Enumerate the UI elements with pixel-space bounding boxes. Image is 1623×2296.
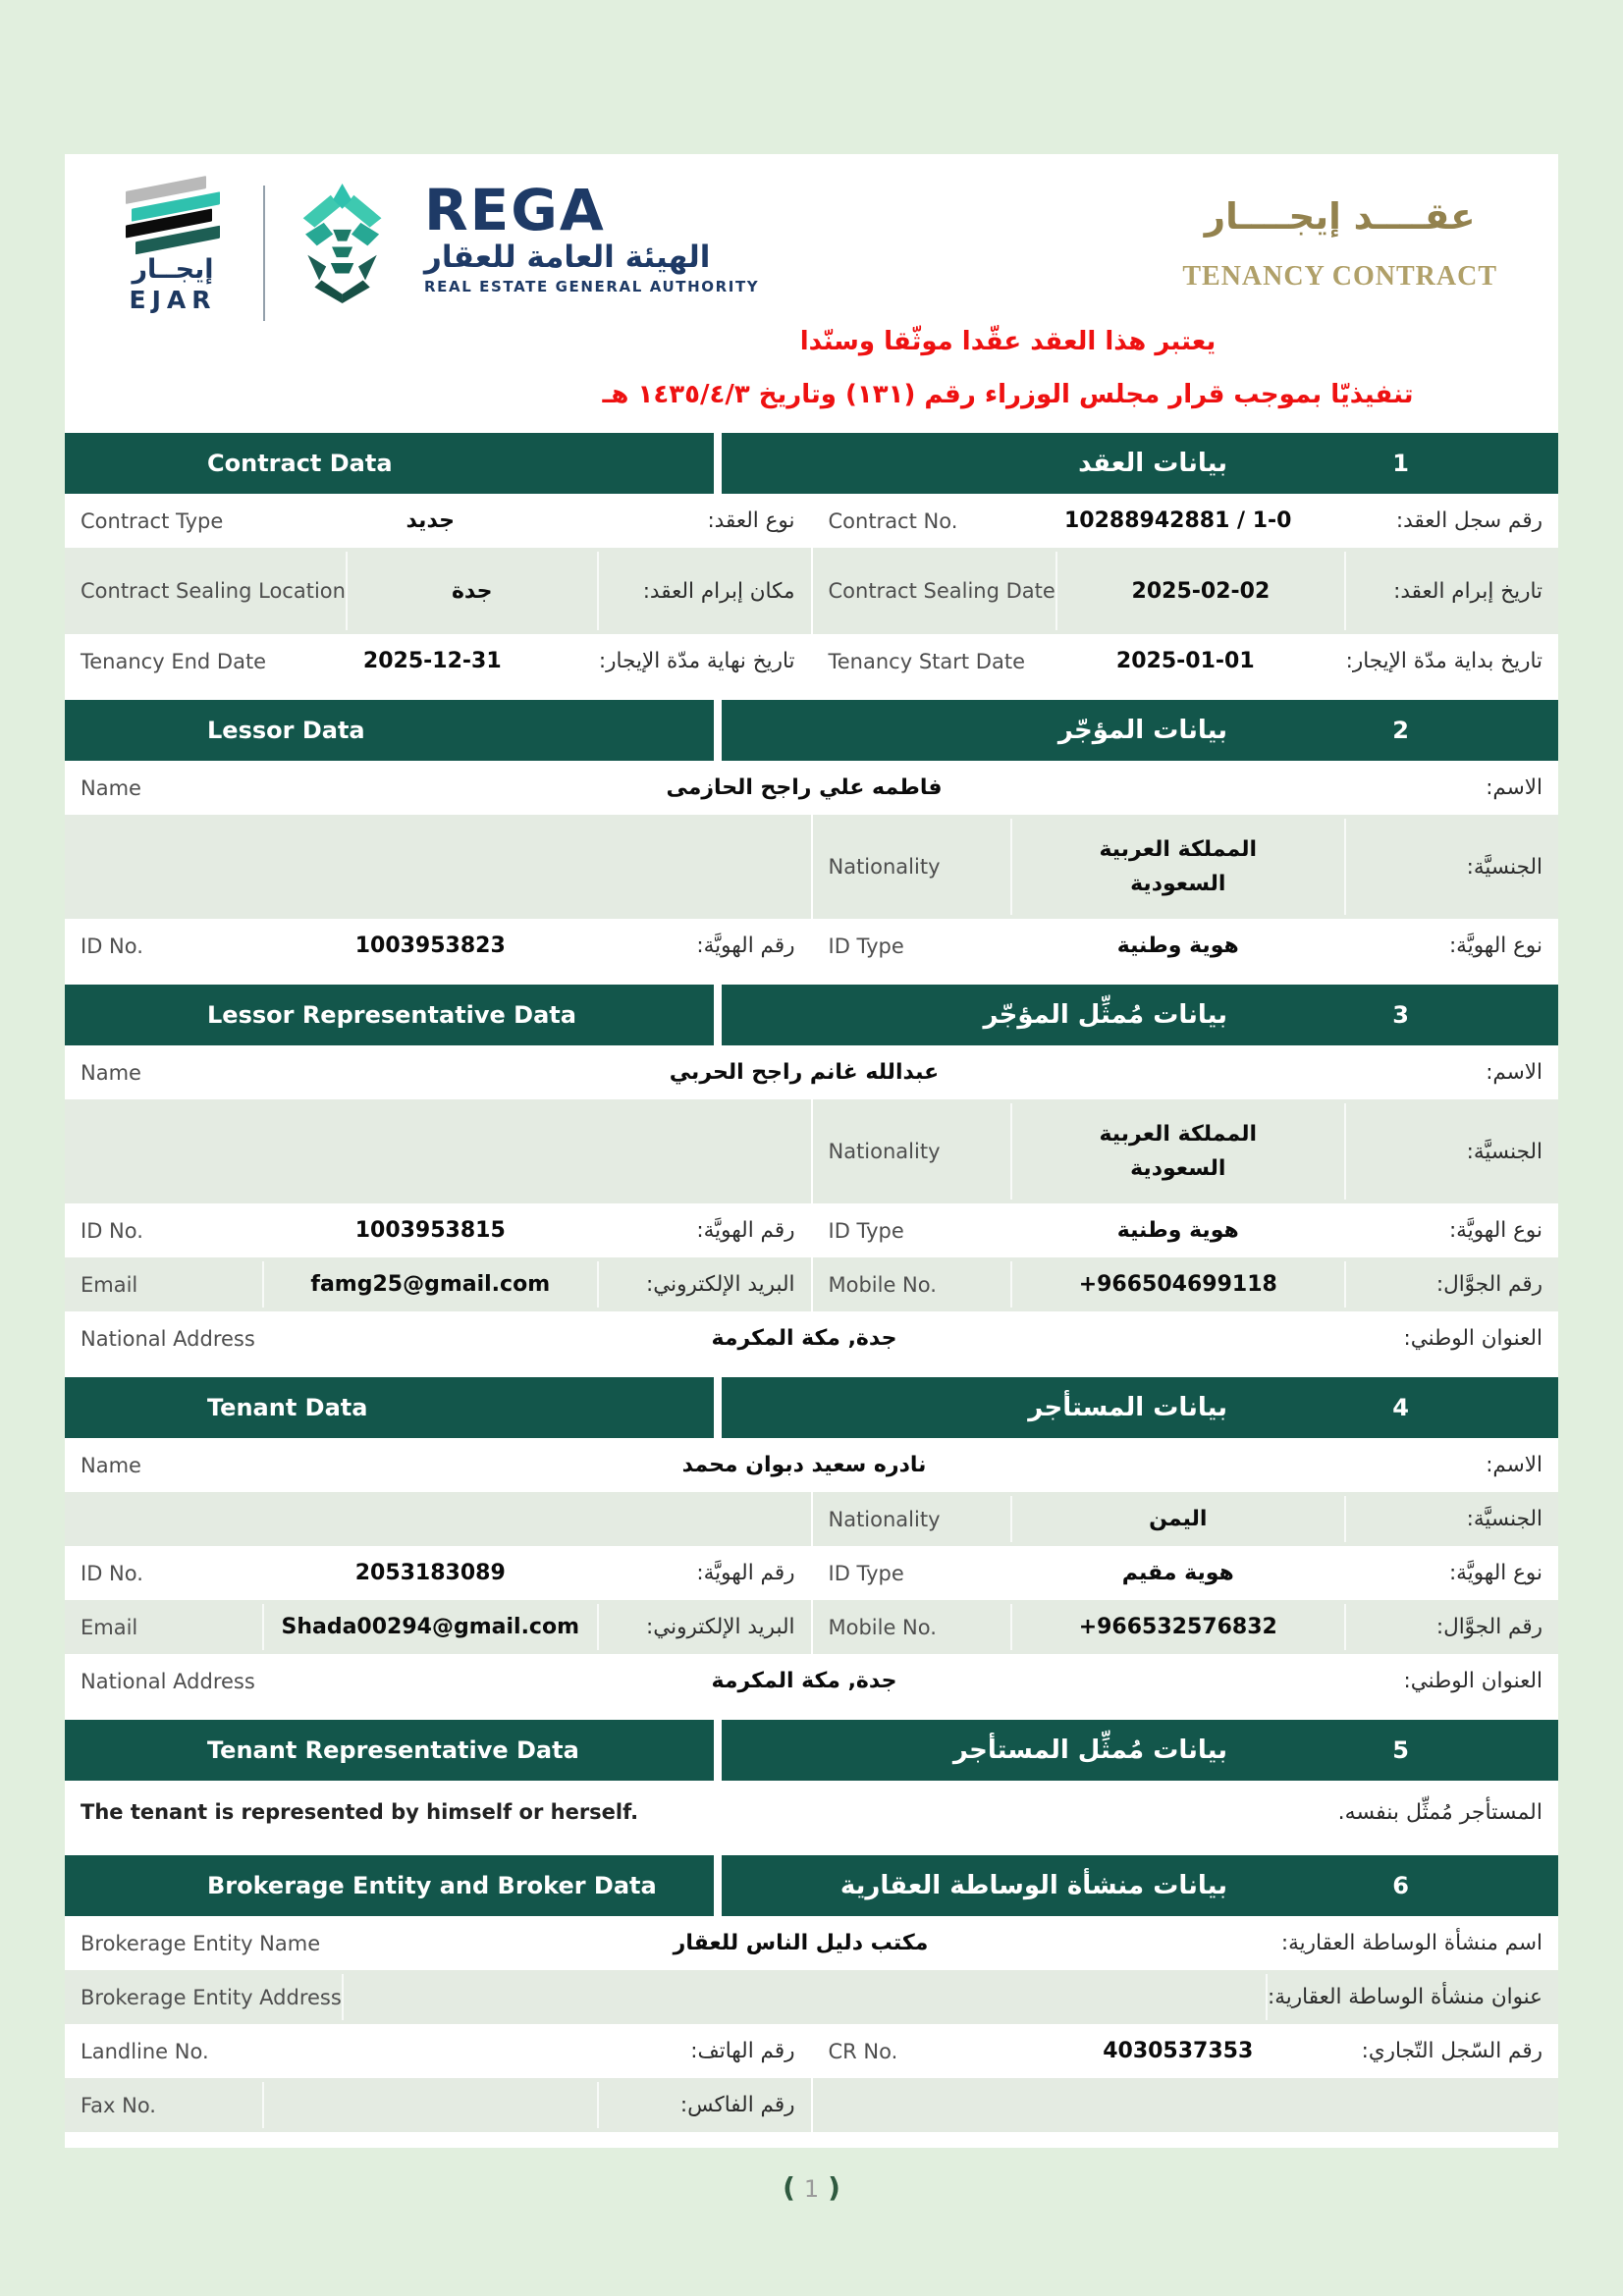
section-number: 5 [1392, 1736, 1409, 1764]
value: جدة, مكة المكرمة [711, 1669, 897, 1693]
field-lessor-rep-id-type [811, 1203, 1559, 1257]
label-ar: رقم الهويَّة: [696, 934, 795, 958]
table-row [65, 494, 1558, 548]
table-row [65, 1970, 1558, 2024]
field-contract-no [811, 494, 1559, 548]
label-ar: رقم الهاتف: [690, 2039, 795, 2063]
label-ar: رقم الجوَّال: [1435, 1272, 1542, 1297]
value: Shada00294@gmail.com [262, 1604, 599, 1650]
label-ar: اسم منشأة الوساطة العقارية: [1280, 1931, 1542, 1955]
field-tenant-nationality [811, 1492, 1559, 1546]
label-ar: الاسم: [1486, 1060, 1542, 1085]
table-row [65, 1311, 1558, 1365]
table-row [65, 1492, 1558, 1546]
label-ar: نوع العقد: [707, 508, 795, 533]
table-row [65, 1203, 1558, 1257]
page-number-value: 1 [803, 2175, 820, 2203]
table-row [65, 1654, 1558, 1708]
contract-title-english: TENANCY CONTRACT [1182, 261, 1497, 292]
label-en: CR No. [828, 2039, 898, 2063]
value: المملكة العربية السعودية [1099, 836, 1258, 896]
table-row [65, 761, 1558, 815]
ejar-logo-icon [126, 184, 220, 246]
section-title-ar: بيانات المؤجّر [1057, 716, 1227, 745]
value: 2025-12-31 [362, 649, 502, 673]
section-title-en: Brokerage Entity and Broker Data [65, 1855, 722, 1916]
rega-palm-icon [300, 184, 416, 303]
value: 10288942881 / 1-0 [1064, 508, 1292, 533]
field-tenant-mobile [811, 1600, 1559, 1654]
value: +966504699118 [1010, 1261, 1347, 1308]
value: 1003953823 [354, 934, 506, 958]
value: المملكة العربية السعودية [1099, 1121, 1258, 1181]
value: 2025-02-02 [1055, 552, 1346, 630]
label-en: Fax No. [81, 2093, 156, 2117]
table-row [65, 1546, 1558, 1600]
document-header [65, 154, 1558, 327]
label-en: ID No. [81, 1218, 143, 1243]
field-contract-sealing-date [811, 548, 1559, 634]
label-ar: الجنسيَّة: [1466, 1139, 1542, 1164]
value: عبدالله غانم راجح الحربي [669, 1060, 940, 1085]
section-title-ar: بيانات العقد [1078, 449, 1227, 478]
label-ar: نوع الهويَّة: [1448, 1561, 1542, 1585]
label-en: ID Type [828, 1561, 904, 1585]
table-row [65, 1257, 1558, 1311]
field-lessor-nationality [811, 815, 1559, 919]
label-en: Nationality [828, 855, 941, 879]
legal-notice-line-2: تنفيذيّا بموجب قرار مجلس الوزراء رقم (١٣١) وتاريخ ١٤٣٥/٤/٣ هـ [602, 380, 1414, 409]
legal-notice [65, 327, 1558, 409]
field-landline-no [65, 2024, 811, 2078]
label-en: Brokerage Entity Address [81, 1985, 342, 2009]
field-tenant-national-address [65, 1654, 1558, 1708]
label-ar: رقم الهويَّة: [696, 1218, 795, 1243]
table-row [65, 2078, 1558, 2132]
section-title-ar: بيانات مُمثِّل المؤجّر [983, 1000, 1227, 1030]
empty-cell [65, 815, 811, 919]
table-row [65, 919, 1558, 973]
field-cr-no [811, 2024, 1559, 2078]
table-row [65, 2024, 1558, 2078]
field-lessor-rep-national-address [65, 1311, 1558, 1365]
label-en: Contract Type [81, 508, 224, 533]
label-ar: مكان إبرام العقد: [642, 578, 795, 604]
contract-title-arabic: عقــــد إيجــــار [1204, 195, 1476, 238]
value: هوية وطنية [1116, 1218, 1239, 1243]
value [342, 1974, 1268, 2020]
page-number-open-paren: ( [783, 2171, 795, 2204]
label-en: Nationality [828, 1507, 941, 1531]
note-ar: المستأجر مُمثِّل بنفسه. [1337, 1799, 1542, 1825]
table-row [65, 1099, 1558, 1203]
field-lessor-rep-nationality [811, 1099, 1559, 1203]
section-number: 1 [1392, 450, 1409, 477]
label-ar: الجنسيَّة: [1466, 1507, 1542, 1531]
section-number: 2 [1392, 717, 1409, 744]
label-en: Name [81, 1453, 141, 1477]
rega-logo [300, 177, 760, 303]
value [262, 2082, 599, 2128]
label-ar: العنوان الوطني: [1403, 1669, 1542, 1693]
label-en: Contract Sealing Location [81, 579, 346, 603]
field-fax-no [65, 2078, 811, 2132]
section-header-tenant-data [65, 1377, 1558, 1438]
label-ar: رقم الفاكس: [679, 2093, 795, 2117]
label-en: ID Type [828, 934, 904, 958]
label-en: Contract No. [828, 508, 958, 533]
rega-text-block [424, 177, 760, 296]
label-ar: تاريخ نهاية مدّة الإيجار: [598, 649, 795, 673]
value: 2025-01-01 [1115, 649, 1255, 673]
value: +966532576832 [1010, 1604, 1347, 1650]
rega-arabic-name: الهيئة العامة للعقار [424, 240, 711, 276]
field-lessor-rep-name [65, 1045, 1558, 1099]
note-en: The tenant is represented by himself or herself. [81, 1800, 639, 1824]
legal-notice-line-1: يعتبر هذا العقد عقّدا موثّقا وسنّدا [799, 327, 1217, 356]
section-title-en: Tenant Representative Data [65, 1720, 722, 1781]
empty-cell [65, 1492, 811, 1546]
label-ar: البريد الإلكتروني: [645, 1272, 795, 1297]
rega-wordmark: REGA [424, 177, 606, 243]
label-en: Mobile No. [828, 1615, 937, 1639]
section-title-ar: بيانات المستأجر [1028, 1393, 1227, 1422]
table-row [65, 548, 1558, 634]
label-en: Tenancy End Date [81, 649, 267, 673]
section-title-ar: بيانات مُمثِّل المستأجر [952, 1735, 1227, 1765]
section-title-en: Lessor Data [65, 700, 722, 761]
section-header-contract-data [65, 433, 1558, 494]
table-row [65, 1438, 1558, 1492]
ejar-latin-wordmark: EJAR [129, 286, 217, 315]
section-title-en: Lessor Representative Data [65, 985, 722, 1045]
value: جدة [346, 552, 599, 630]
section-title-en: Contract Data [65, 433, 722, 494]
field-tenant-name [65, 1438, 1558, 1492]
page-number [0, 2171, 1623, 2204]
ejar-logo [98, 180, 247, 314]
value: 4030537353 [1103, 2039, 1254, 2063]
label-en: Landline No. [81, 2039, 209, 2063]
tenant-self-representation-note [65, 1781, 1558, 1843]
section-title-ar: بيانات منشأة الوساطة العقارية [839, 1871, 1227, 1900]
label-ar: عنوان منشأة الوساطة العقارية: [1268, 1985, 1542, 2009]
table-row [65, 1600, 1558, 1654]
table-row [65, 1045, 1558, 1099]
field-lessor-rep-mobile [811, 1257, 1559, 1311]
value: مكتب دليل الناس للعقار [673, 1931, 929, 1955]
section-header-lessor-representative-data [65, 985, 1558, 1045]
contract-document [65, 154, 1558, 2148]
field-lessor-id-no [65, 919, 811, 973]
document-title [1182, 195, 1497, 293]
rega-english-tagline: REAL ESTATE GENERAL AUTHORITY [424, 278, 760, 296]
label-en: ID No. [81, 934, 143, 958]
label-ar: الجنسيَّة: [1466, 854, 1542, 880]
label-ar: رقم الجوَّال: [1435, 1615, 1542, 1639]
field-brokerage-entity-name [65, 1916, 1558, 1970]
logo-divider [263, 186, 265, 321]
empty-cell [811, 2078, 1559, 2132]
label-ar: تاريخ بداية مدّة الإيجار: [1345, 649, 1542, 673]
label-en: Email [81, 1615, 138, 1639]
label-ar: الاسم: [1486, 1453, 1542, 1477]
label-en: National Address [81, 1326, 255, 1351]
section-number: 4 [1392, 1394, 1409, 1421]
value: اليمن [1010, 1496, 1347, 1542]
field-brokerage-entity-address [65, 1970, 1558, 2024]
value: هوية وطنية [1116, 934, 1239, 958]
label-ar: الاسم: [1486, 775, 1542, 800]
value: نادره سعيد دبوان محمد [681, 1453, 927, 1477]
label-en: Brokerage Entity Name [81, 1931, 321, 1955]
label-en: Contract Sealing Date [828, 579, 1055, 603]
value: 1003953815 [354, 1218, 506, 1243]
field-tenant-id-no [65, 1546, 811, 1600]
value: جديد [406, 508, 456, 533]
field-lessor-rep-email [65, 1257, 811, 1311]
label-ar: العنوان الوطني: [1403, 1326, 1542, 1351]
label-ar: البريد الإلكتروني: [645, 1615, 795, 1639]
label-en: Name [81, 775, 141, 800]
label-en: National Address [81, 1669, 255, 1693]
label-ar: رقم سجل العقد: [1395, 508, 1542, 533]
field-tenant-email [65, 1600, 811, 1654]
page-number-close-paren: ) [828, 2171, 840, 2204]
field-lessor-id-type [811, 919, 1559, 973]
table-row [65, 815, 1558, 919]
table-row [65, 634, 1558, 688]
field-lessor-rep-id-no [65, 1203, 811, 1257]
field-tenant-id-type [811, 1546, 1559, 1600]
label-ar: نوع الهويَّة: [1448, 934, 1542, 958]
section-number: 3 [1392, 1001, 1409, 1029]
field-tenancy-end-date [65, 634, 811, 688]
label-en: Mobile No. [828, 1272, 937, 1297]
label-ar: نوع الهويَّة: [1448, 1218, 1542, 1243]
section-title-en: Tenant Data [65, 1377, 722, 1438]
label-ar: تاريخ إبرام العقد: [1393, 578, 1542, 604]
field-lessor-name [65, 761, 1558, 815]
section-number: 6 [1392, 1872, 1409, 1899]
empty-cell [65, 1099, 811, 1203]
field-tenancy-start-date [811, 634, 1559, 688]
label-ar: رقم الهويَّة: [696, 1561, 795, 1585]
table-row [65, 1916, 1558, 1970]
field-contract-sealing-location [65, 548, 811, 634]
label-en: Name [81, 1060, 141, 1085]
label-en: ID No. [81, 1561, 143, 1585]
label-en: Email [81, 1272, 138, 1297]
section-header-lessor-data [65, 700, 1558, 761]
value: famg25@gmail.com [262, 1261, 599, 1308]
value: 2053183089 [354, 1561, 506, 1585]
label-en: Tenancy Start Date [828, 649, 1025, 673]
label-en: Nationality [828, 1140, 941, 1163]
label-en: ID Type [828, 1218, 904, 1243]
ejar-arabic-wordmark: إيجــار [132, 254, 214, 285]
value: جدة, مكة المكرمة [711, 1326, 897, 1351]
label-ar: رقم السّجل التّجاري: [1361, 2039, 1542, 2063]
field-contract-type [65, 494, 811, 548]
value: فاطمه علي راجح الحازمى [666, 775, 943, 800]
value: هوية مقيم [1121, 1561, 1234, 1585]
section-header-tenant-representative-data [65, 1720, 1558, 1781]
section-header-brokerage-data [65, 1855, 1558, 1916]
